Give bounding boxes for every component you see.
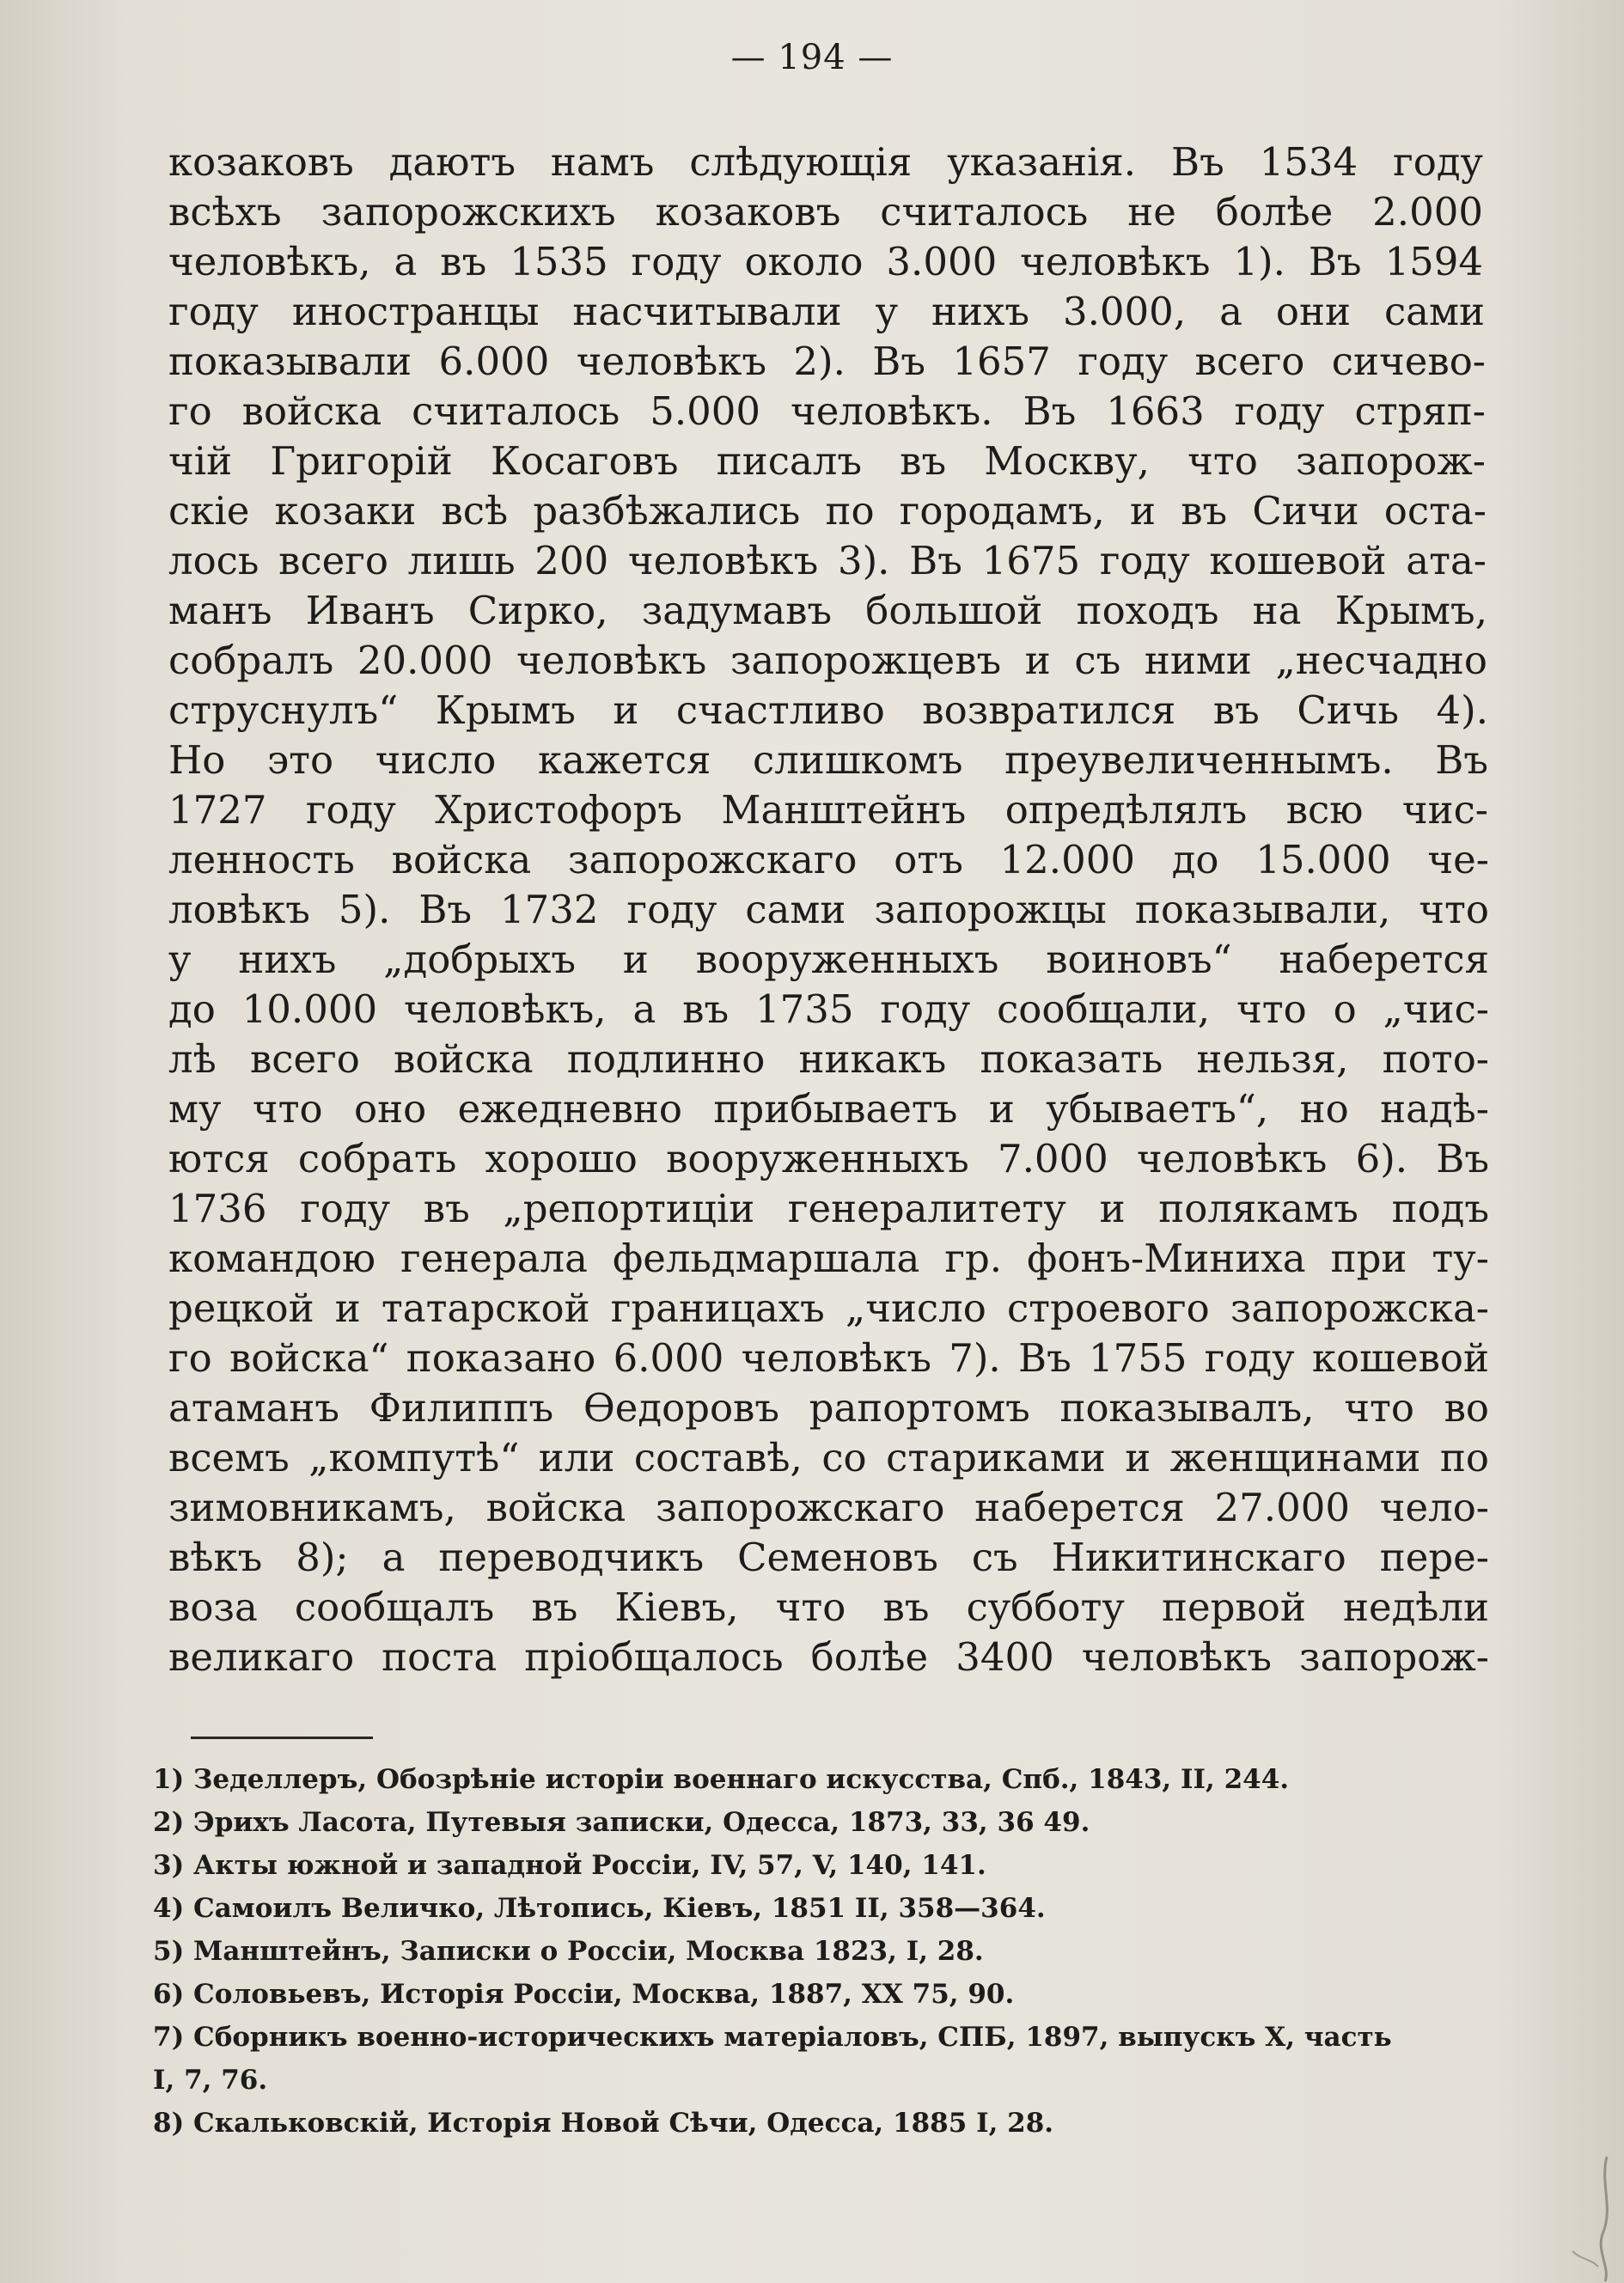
text-line: 1736 году въ „репортиціи генералитету и полякамъ подъ	[168, 1186, 1489, 1231]
text-line: вѣкъ 8); а переводчикъ Семеновъ съ Никитинскаго пере-	[168, 1535, 1489, 1580]
text-line: командою генерала фельдмаршала гр. фонъ-Миниха при ту-	[168, 1236, 1489, 1281]
page-edge-stain-icon	[1521, 2148, 1624, 2283]
page-number: — 194 —	[730, 38, 894, 77]
text-line: ленность войска запорожскаго отъ 12.000 до 15.000 че-	[168, 837, 1489, 882]
text-line: году иностранцы насчитывали у нихъ 3.000, а они сами	[168, 289, 1485, 334]
text-line: до 10.000 человѣкъ, а въ 1735 году сообщали, что о „чис-	[168, 986, 1489, 1032]
text-line: 1727 году Христофоръ Манштейнъ опредѣлялъ всю чис-	[168, 787, 1488, 833]
text-line: собралъ 20.000 человѣкъ запорожцевъ и съ ними „несчадно	[168, 638, 1487, 683]
text-line: всѣхъ запорожскихъ козаковъ считалось не болѣе 2.000	[168, 189, 1483, 235]
text-line: рецкой и татарской границахъ „число строевого запорожска-	[168, 1285, 1489, 1331]
text-line: му что оно ежедневно прибываетъ и убываетъ“, но надѣ-	[168, 1086, 1489, 1132]
text-line: воза сообщалъ въ Кіевъ, что въ субботу первой недѣли	[168, 1584, 1489, 1630]
text-line: великаго поста пріобщалось болѣе 3400 человѣкъ запорож-	[168, 1634, 1489, 1680]
text-line: Но это число кажется слишкомъ преувеличеннымъ. Въ	[168, 737, 1488, 783]
text-line: чій Григорій Косаговъ писалъ въ Москву, что запорож-	[168, 438, 1486, 484]
text-line: козаковъ даютъ намъ слѣдующія указанія. Въ 1534 году	[168, 139, 1483, 185]
text-line: манъ Иванъ Сирко, задумавъ большой походъ на Крымъ,	[168, 588, 1487, 633]
footnote: 1) Зеделлеръ, Обозрѣніе исторіи военнаго искусства, Спб., 1843, II, 244.	[153, 1764, 1290, 1795]
footnote: 4) Самоилъ Величко, Лѣтопись, Кіевъ, 1851 II, 358—364.	[153, 1893, 1046, 1924]
text-line: го войска считалось 5.000 человѣкъ. Въ 1663 году стряп-	[168, 388, 1486, 434]
text-line: человѣкъ, а въ 1535 году около 3.000 человѣкъ 1). Въ 1594	[168, 239, 1483, 284]
text-line: ются собрать хорошо вооруженныхъ 7.000 человѣкъ 6). Въ	[168, 1136, 1489, 1181]
text-line: всемъ „компутѣ“ или составѣ, со стариками и женщинами по	[168, 1435, 1489, 1480]
footnote: 3) Акты южной и западной Россіи, IV, 57, V, 140, 141.	[153, 1850, 986, 1881]
text-line: показывали 6.000 человѣкъ 2). Въ 1657 году всего сичево-	[168, 339, 1486, 384]
text-line: го войска“ показано 6.000 человѣкъ 7). Въ 1755 году кошевой	[168, 1335, 1489, 1381]
text-line: атаманъ Филиппъ Ѳедоровъ рапортомъ показывалъ, что во	[168, 1385, 1489, 1431]
text-line: у нихъ „добрыхъ и вооруженныхъ воиновъ“ наберется	[168, 937, 1489, 982]
footnote: 5) Манштейнъ, Записки о Россіи, Москва 1823, I, 28.	[153, 1936, 984, 1967]
text-line: лѣ всего войска подлинно никакъ показать нельзя, пото-	[168, 1036, 1489, 1082]
text-line: струснулъ“ Крымъ и счастливо возвратился въ Сичь 4).	[168, 687, 1488, 733]
text-line: ловѣкъ 5). Въ 1732 году сами запорожцы показывали, что	[168, 887, 1489, 932]
footnote: 8) Скальковскій, Исторія Новой Сѣчи, Одесса, 1885 I, 28.	[153, 2108, 1054, 2139]
footnote: 2) Эрихъ Ласота, Путевыя записки, Одесса, 1873, 33, 36 49.	[153, 1807, 1090, 1838]
text-line: лось всего лишь 200 человѣкъ 3). Въ 1675 году кошевой ата-	[168, 538, 1487, 583]
footnote: 7) Сборникъ военно-историческихъ матеріаловъ, СПБ, 1897, выпускъ X, часть	[153, 2022, 1392, 2053]
text-line: зимовникамъ, войска запорожскаго наберется 27.000 чело-	[168, 1485, 1489, 1530]
footnote: 6) Соловьевъ, Исторія Россіи, Москва, 1887, XX 75, 90.	[153, 1979, 1015, 2010]
text-line: скіе козаки всѣ разбѣжались по городамъ, и въ Сичи оста-	[168, 488, 1487, 534]
footnote-continuation: I, 7, 76.	[153, 2065, 268, 2096]
footnote-separator	[191, 1737, 373, 1739]
